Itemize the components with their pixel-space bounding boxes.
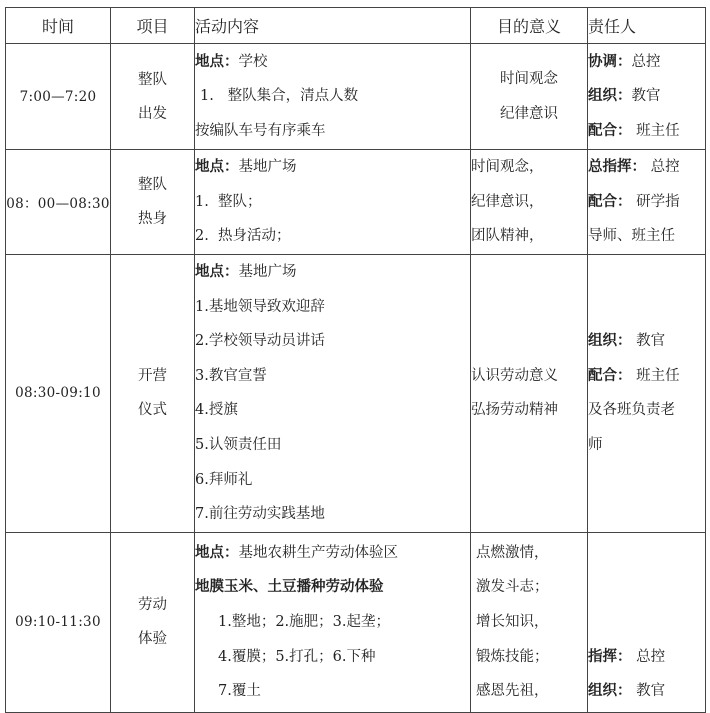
role-label: 配合 xyxy=(588,366,617,384)
responsible-line xyxy=(588,674,705,709)
role-label: 配合 xyxy=(588,192,617,210)
role-person: 研学指 xyxy=(631,193,680,210)
item-line: 出发 xyxy=(138,105,167,122)
role-person: 教官 xyxy=(631,683,666,700)
purpose-line: 感恩先祖， xyxy=(476,683,549,700)
time-cell: 08：00—08:30 xyxy=(6,150,111,255)
purpose-line: 团队精神， xyxy=(471,228,544,245)
header-responsible: 责任人 xyxy=(588,8,706,44)
activity-subtitle: 地膜玉米、土豆播种劳动体验 xyxy=(195,578,384,596)
purpose-cell xyxy=(471,150,588,255)
purpose-line: 认识劳动意义 xyxy=(471,367,558,384)
responsible-cell xyxy=(588,532,706,712)
role-person: 班主任 xyxy=(631,367,680,384)
content-line: 1.基地领导致欢迎辞 xyxy=(195,298,325,315)
time-cell: 09:10-11:30 xyxy=(6,532,111,712)
place-value: 基地农耕生产劳动体验区 xyxy=(238,544,398,561)
item-cell xyxy=(111,532,195,712)
content-line: 1. 整队集合，清点人数 xyxy=(200,88,359,105)
header-purpose: 目的意义 xyxy=(471,8,588,44)
place-label: 地点： xyxy=(195,543,239,561)
purpose-line: 增长知识， xyxy=(476,613,549,630)
table-row xyxy=(6,532,706,712)
role-sep: ： xyxy=(617,192,632,210)
content-cell xyxy=(195,150,471,255)
responsible-line xyxy=(588,393,705,428)
role-sep: ： xyxy=(631,158,646,176)
responsible-line xyxy=(588,428,705,463)
role-sep: ： xyxy=(617,647,632,665)
role-sep: ： xyxy=(617,52,632,70)
content-line: 7.覆土 xyxy=(218,683,261,700)
content-line: 2.学校领导动员讲话 xyxy=(195,333,325,350)
header-item: 项目 xyxy=(111,8,195,44)
item-line: 整队 xyxy=(138,71,167,88)
role-person: 总控 xyxy=(631,53,661,70)
content-line: 5.认领责任田 xyxy=(195,436,282,453)
role-label: 组织 xyxy=(588,682,617,700)
content-line: 1. 整队； xyxy=(195,193,262,210)
table-row xyxy=(6,150,706,255)
role-person: 总控 xyxy=(631,648,666,665)
responsible-line xyxy=(588,79,705,114)
responsible-line xyxy=(588,640,705,675)
purpose-cell xyxy=(471,532,588,712)
role-label: 配合 xyxy=(588,121,617,139)
purpose-line: 纪律意识 xyxy=(500,105,558,122)
responsible-line xyxy=(588,45,705,80)
content-cell xyxy=(195,532,471,712)
responsible-line xyxy=(588,324,705,359)
role-sep: ： xyxy=(617,366,632,384)
responsible-cell xyxy=(588,255,706,533)
role-sep: ： xyxy=(617,682,632,700)
purpose-cell xyxy=(471,44,588,150)
item-line: 热身 xyxy=(138,211,167,227)
item-line: 开营 xyxy=(138,368,167,385)
purpose-line: 点燃激情， xyxy=(476,544,549,561)
role-label: 总指挥 xyxy=(588,158,632,176)
responsible-line xyxy=(588,219,705,254)
content-line: 3.教官宣誓 xyxy=(195,367,267,384)
table-row xyxy=(6,255,706,533)
header-time: 时间 xyxy=(6,8,111,44)
responsible-line xyxy=(588,359,705,394)
role-label: 组织 xyxy=(588,332,617,350)
place-label: 地点： xyxy=(195,263,239,280)
content-line: 7.前往劳动实践基地 xyxy=(195,506,325,523)
place-line xyxy=(195,536,470,571)
item-line: 劳动 xyxy=(138,597,167,614)
responsible-line xyxy=(588,150,705,185)
header-content: 活动内容 xyxy=(195,8,471,44)
purpose-line: 弘扬劳动精神 xyxy=(471,402,558,419)
schedule-table xyxy=(5,7,706,713)
place-line xyxy=(195,45,470,80)
place-line xyxy=(195,255,470,290)
role-sep: ： xyxy=(617,87,632,105)
place-value: 学校 xyxy=(238,53,268,70)
time-cell: 7:00—7:20 xyxy=(6,44,111,150)
item-line: 仪式 xyxy=(138,402,167,419)
role-person: 教官 xyxy=(631,88,661,105)
role-person: 教官 xyxy=(631,333,666,350)
item-line: 整队 xyxy=(138,177,167,193)
content-line: 4.覆膜；5.打孔；6.下种 xyxy=(218,648,376,665)
item-cell xyxy=(111,150,195,255)
content-line: 6.拜师礼 xyxy=(195,471,253,488)
role-person: 班主任 xyxy=(631,122,680,139)
role-person: 导师、班主任 xyxy=(588,228,675,245)
content-cell xyxy=(195,255,471,533)
place-label: 地点： xyxy=(195,52,239,70)
responsible-cell xyxy=(588,44,706,150)
purpose-line: 时间观念 xyxy=(500,70,558,87)
place-line xyxy=(195,150,470,185)
responsible-line xyxy=(588,114,705,149)
role-person: 师 xyxy=(588,436,603,453)
place-value: 基地广场 xyxy=(238,264,297,280)
content-line: 2. 热身活动； xyxy=(195,228,291,245)
place-label: 地点： xyxy=(195,158,239,176)
role-sep: ： xyxy=(617,332,632,350)
header-row xyxy=(6,8,706,44)
content-line: 按编队车号有序乘车 xyxy=(195,122,326,139)
item-line: 体验 xyxy=(138,631,167,648)
responsible-cell xyxy=(588,150,706,255)
role-label: 协调 xyxy=(588,52,617,70)
purpose-line: 激发斗志； xyxy=(476,579,549,596)
table-row xyxy=(6,44,706,150)
role-label: 指挥 xyxy=(588,647,617,665)
role-label: 组织 xyxy=(588,87,617,105)
role-sep: ： xyxy=(617,121,632,139)
item-cell xyxy=(111,255,195,533)
role-person: 及各班负责老 xyxy=(588,402,675,419)
purpose-line: 纪律意识， xyxy=(471,193,544,210)
content-line: 4.授旗 xyxy=(195,402,238,419)
content-cell xyxy=(195,44,471,150)
place-value: 基地广场 xyxy=(238,159,297,176)
item-cell xyxy=(111,44,195,150)
purpose-cell xyxy=(471,255,588,533)
role-person: 总控 xyxy=(646,159,680,176)
purpose-line: 锻炼技能； xyxy=(476,648,549,665)
purpose-line: 时间观念， xyxy=(471,159,544,176)
responsible-line xyxy=(588,185,705,220)
time-cell: 08:30-09:10 xyxy=(6,255,111,533)
content-line: 1.整地；2.施肥；3.起垄； xyxy=(218,613,391,630)
